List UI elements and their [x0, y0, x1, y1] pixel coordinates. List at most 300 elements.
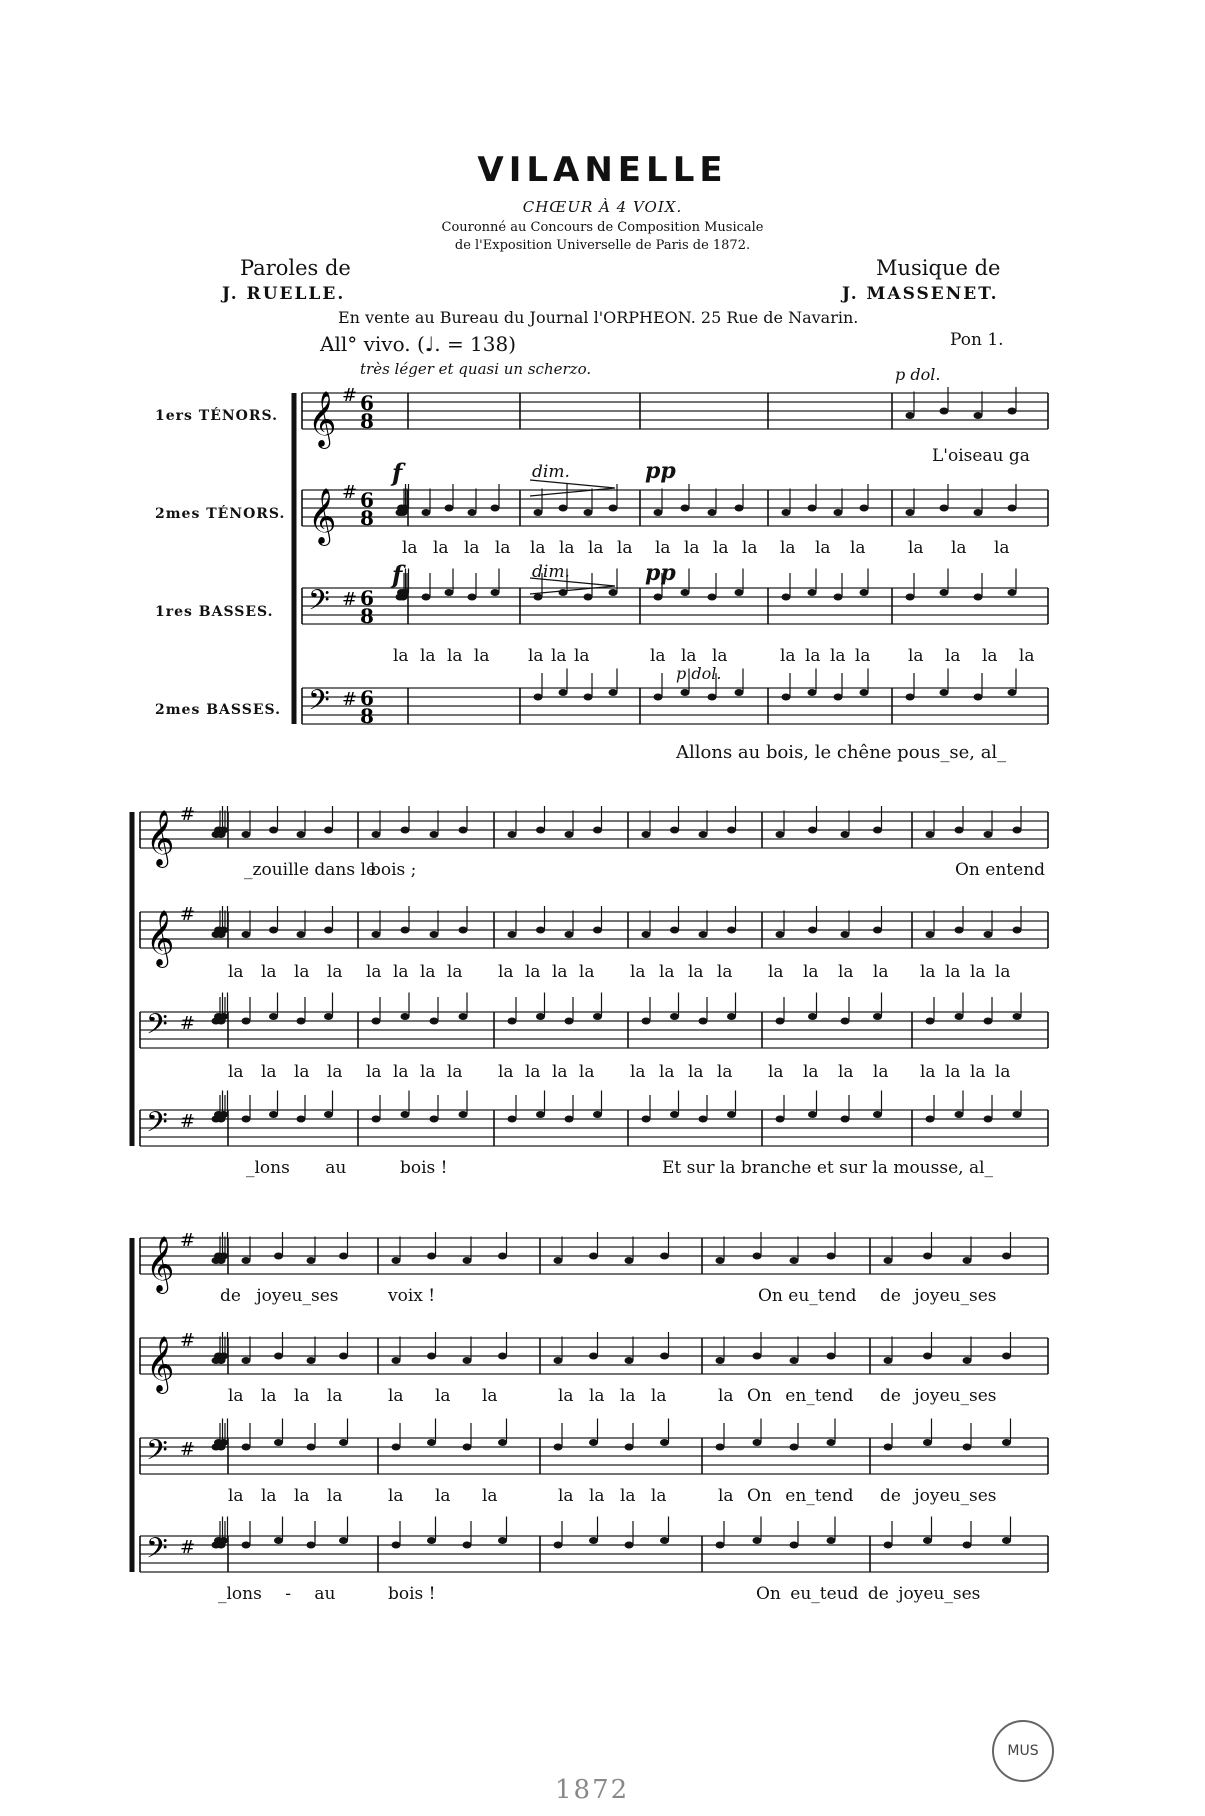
note-head: [536, 1013, 545, 1020]
note-head: [955, 927, 964, 934]
note-head: [445, 505, 454, 512]
note-head: [427, 1353, 436, 1360]
treble-clef-icon: 𝄞: [146, 910, 175, 966]
lyric-bass1: la la la la: [920, 1062, 1011, 1082]
treble-clef-icon: 𝄞: [308, 488, 337, 544]
sharp-key-signature-icon: #: [180, 1013, 196, 1034]
treble-clef-icon: 𝄞: [146, 810, 175, 866]
note-head: [324, 1111, 333, 1118]
tempo-marking: All° vivo. (♩. = 138): [320, 332, 517, 356]
dynamic-dim: dim.: [532, 562, 570, 582]
note-head: [808, 1111, 817, 1118]
diminuendo-hairpin: [530, 578, 615, 594]
note-head: [219, 1253, 228, 1260]
note-head: [884, 1257, 893, 1264]
lyric-tenor1: _zouille dans le: [244, 860, 377, 880]
note-head: [392, 1444, 401, 1451]
note-head: [307, 1257, 316, 1264]
note-head: [808, 505, 817, 512]
lyric-tenor2: la la la la: [366, 962, 463, 982]
note-head: [307, 1542, 316, 1549]
time-signature-numerator: 6: [360, 488, 374, 512]
year-stamp: 1872: [555, 1775, 630, 1805]
note-head: [884, 1542, 893, 1549]
note-head: [422, 509, 431, 516]
treble-clef-icon: 𝄞: [146, 1336, 175, 1392]
lyric-tenor2: la la la la: [768, 962, 889, 982]
note-head: [660, 1537, 669, 1544]
note-head: [430, 931, 439, 938]
note-head: [955, 1111, 964, 1118]
note-head: [681, 689, 690, 696]
sharp-key-signature-icon: #: [342, 589, 358, 610]
note-head: [307, 1357, 316, 1364]
note-head: [372, 831, 381, 838]
note-head: [593, 827, 602, 834]
note-head: [609, 589, 618, 596]
note-head: [860, 505, 869, 512]
note-head: [642, 931, 651, 938]
note-head: [834, 594, 843, 601]
note-head: [584, 594, 593, 601]
note-head: [242, 931, 251, 938]
note-head: [841, 1116, 850, 1123]
treble-clef-icon: 𝄞: [146, 1236, 175, 1292]
publisher-line: En vente au Bureau du Journal l'ORPHEON. 25 Rue de Navarin.: [338, 308, 859, 327]
sharp-key-signature-icon: #: [180, 1111, 196, 1132]
note-head: [776, 931, 785, 938]
library-stamp: MUS: [992, 1720, 1054, 1782]
note-head: [716, 1444, 725, 1451]
note-head: [242, 1018, 251, 1025]
note-head: [339, 1353, 348, 1360]
note-head: [940, 408, 949, 415]
note-head: [584, 694, 593, 701]
bass-clef-icon: 𝄢: [308, 584, 330, 624]
note-head: [274, 1253, 283, 1260]
note-head: [593, 1111, 602, 1118]
note-head: [642, 1116, 651, 1123]
note-head: [984, 831, 993, 838]
lyric-tenor1: de joyeu_ses: [880, 1286, 997, 1306]
note-head: [463, 1444, 472, 1451]
note-head: [841, 931, 850, 938]
lyric-bass2: Allons au bois, le chêne pous_se, al_: [676, 742, 1007, 763]
lyric-tenor2: la la la la: [558, 1386, 667, 1406]
note-head: [735, 505, 744, 512]
note-head: [727, 927, 736, 934]
lyric-bass1: la la la la: [630, 1062, 733, 1082]
lyric-tenor2: la la la: [780, 538, 866, 558]
lyricist-label: Paroles de: [240, 256, 351, 280]
bass-clef-icon: 𝄢: [146, 1106, 168, 1146]
note-head: [1013, 1013, 1022, 1020]
note-head: [219, 1013, 228, 1020]
note-head: [554, 1444, 563, 1451]
note-head: [445, 589, 454, 596]
lyric-tenor1: L'oiseau ga: [932, 446, 1030, 466]
lyric-bass1: la la la la: [768, 1062, 889, 1082]
lyric-tenor1: voix !: [388, 1286, 436, 1306]
note-head: [401, 927, 410, 934]
note-head: [782, 694, 791, 701]
note-head: [401, 827, 410, 834]
note-head: [372, 1116, 381, 1123]
note-head: [242, 1116, 251, 1123]
lyric-tenor2: de joyeu_ses: [880, 1386, 997, 1406]
note-head: [498, 1439, 507, 1446]
note-head: [297, 931, 306, 938]
note-head: [827, 1537, 836, 1544]
voice-label-tenor1: 1ers TÉNORS.: [155, 408, 278, 424]
note-head: [536, 827, 545, 834]
note-head: [753, 1439, 762, 1446]
bass-clef-icon: 𝄢: [146, 1008, 168, 1048]
note-head: [670, 927, 679, 934]
note-head: [508, 931, 517, 938]
note-head: [1008, 505, 1017, 512]
note-head: [873, 1013, 882, 1020]
note-head: [559, 505, 568, 512]
note-head: [508, 831, 517, 838]
note-head: [400, 505, 409, 512]
lyric-bass2: Et sur la branche et sur la mousse, al_: [662, 1158, 994, 1178]
time-signature-denominator: 8: [360, 506, 374, 530]
note-head: [536, 1111, 545, 1118]
lyric-bass1: la la la la: [228, 1062, 343, 1082]
lyric-tenor1: bois ;: [370, 860, 417, 880]
note-head: [269, 1111, 278, 1118]
note-head: [716, 1542, 725, 1549]
note-head: [339, 1537, 348, 1544]
lyric-tenor1: de joyeu_ses: [220, 1286, 339, 1306]
note-head: [589, 1253, 598, 1260]
note-head: [625, 1542, 634, 1549]
note-head: [906, 594, 915, 601]
note-head: [906, 412, 915, 419]
note-head: [401, 1013, 410, 1020]
note-head: [670, 1111, 679, 1118]
voice-label-bass2: 2mes BASSES.: [155, 702, 281, 718]
note-head: [242, 1257, 251, 1264]
note-head: [269, 927, 278, 934]
note-head: [400, 589, 409, 596]
note-head: [219, 1439, 228, 1446]
lyric-tenor2: la la la la: [228, 1386, 343, 1406]
note-head: [269, 1013, 278, 1020]
note-head: [339, 1439, 348, 1446]
note-head: [565, 1018, 574, 1025]
lyric-tenor2: la la la la: [630, 962, 733, 982]
expression-marking: très léger et quasi un scherzo.: [360, 360, 592, 378]
note-head: [708, 694, 717, 701]
time-signature-numerator: 6: [360, 686, 374, 710]
note-head: [727, 1111, 736, 1118]
note-head: [324, 1013, 333, 1020]
note-head: [589, 1537, 598, 1544]
lyric-bass1: la la la: [528, 646, 590, 666]
note-head: [727, 827, 736, 834]
note-head: [873, 1111, 882, 1118]
note-head: [427, 1439, 436, 1446]
note-head: [625, 1444, 634, 1451]
note-head: [554, 1542, 563, 1549]
note-head: [1008, 589, 1017, 596]
note-head: [708, 509, 717, 516]
note-head: [963, 1357, 972, 1364]
note-head: [491, 589, 500, 596]
time-signature-denominator: 8: [360, 704, 374, 728]
sharp-key-signature-icon: #: [180, 1230, 196, 1251]
lyric-bass1: la la la la: [228, 1486, 343, 1506]
note-head: [242, 1444, 251, 1451]
note-head: [1002, 1439, 1011, 1446]
lyric-bass1: la la la la: [908, 646, 1035, 666]
lyric-bass1: la la la la: [393, 646, 490, 666]
note-head: [827, 1353, 836, 1360]
note-head: [392, 1542, 401, 1549]
note-head: [565, 831, 574, 838]
lyric-bass2: _lons au: [246, 1158, 347, 1178]
sharp-key-signature-icon: #: [180, 1330, 196, 1351]
note-head: [699, 831, 708, 838]
sharp-key-signature-icon: #: [180, 904, 196, 925]
note-head: [834, 694, 843, 701]
note-head: [834, 509, 843, 516]
note-head: [554, 1257, 563, 1264]
note-head: [463, 1357, 472, 1364]
note-head: [955, 827, 964, 834]
bass-clef-icon: 𝄢: [146, 1434, 168, 1474]
note-head: [242, 831, 251, 838]
note-head: [808, 589, 817, 596]
note-head: [1002, 1253, 1011, 1260]
dynamic-p-dolce: p dol.: [895, 365, 941, 384]
dynamic-dim: dim.: [532, 462, 570, 482]
time-signature-denominator: 8: [360, 409, 374, 433]
note-head: [459, 1013, 468, 1020]
note-head: [827, 1253, 836, 1260]
note-head: [808, 827, 817, 834]
note-head: [873, 827, 882, 834]
note-head: [430, 1116, 439, 1123]
note-head: [716, 1357, 725, 1364]
note-head: [984, 1018, 993, 1025]
note-head: [940, 689, 949, 696]
lyric-tenor2: la la la la: [530, 538, 633, 558]
note-head: [681, 589, 690, 596]
sharp-key-signature-icon: #: [180, 804, 196, 825]
note-head: [219, 1111, 228, 1118]
note-head: [589, 1353, 598, 1360]
note-head: [841, 831, 850, 838]
note-head: [926, 931, 935, 938]
note-head: [808, 689, 817, 696]
note-head: [782, 594, 791, 601]
note-head: [274, 1439, 283, 1446]
note-head: [498, 1353, 507, 1360]
note-head: [790, 1257, 799, 1264]
note-head: [776, 1018, 785, 1025]
note-head: [297, 831, 306, 838]
lyric-bass1: la la la la: [780, 646, 871, 666]
note-head: [339, 1253, 348, 1260]
note-head: [274, 1537, 283, 1544]
piece-subtitle: CHŒUR À 4 VOIX.: [522, 198, 683, 216]
note-head: [923, 1439, 932, 1446]
note-head: [242, 1357, 251, 1364]
note-head: [401, 1111, 410, 1118]
note-head: [860, 689, 869, 696]
note-head: [974, 509, 983, 516]
lyric-tenor2: la la la la: [920, 962, 1011, 982]
note-head: [1008, 408, 1017, 415]
piece-title: VILANELLE: [477, 150, 728, 190]
page-number: Pon 1.: [950, 330, 1004, 350]
dynamic-p-dolce: p dol.: [676, 664, 722, 683]
note-head: [790, 1357, 799, 1364]
note-head: [1013, 1111, 1022, 1118]
lyric-tenor2: la la la la: [655, 538, 758, 558]
note-head: [776, 1116, 785, 1123]
time-signature-denominator: 8: [360, 604, 374, 628]
note-head: [625, 1257, 634, 1264]
note-head: [735, 689, 744, 696]
dynamic-pianissimo: pp: [645, 560, 676, 586]
note-head: [984, 1116, 993, 1123]
lyric-bass2: bois !: [388, 1584, 436, 1604]
note-head: [1002, 1353, 1011, 1360]
note-head: [392, 1257, 401, 1264]
bass-clef-icon: 𝄢: [146, 1532, 168, 1572]
lyric-tenor2: la la la la: [228, 962, 343, 982]
note-head: [463, 1542, 472, 1549]
lyric-tenor1: On eu_tend: [758, 1286, 857, 1306]
note-head: [926, 1018, 935, 1025]
note-head: [427, 1253, 436, 1260]
note-head: [735, 589, 744, 596]
note-head: [589, 1439, 598, 1446]
note-head: [324, 827, 333, 834]
note-head: [463, 1257, 472, 1264]
note-head: [468, 509, 477, 516]
note-head: [219, 927, 228, 934]
note-head: [274, 1353, 283, 1360]
note-head: [753, 1253, 762, 1260]
note-head: [609, 505, 618, 512]
note-head: [642, 831, 651, 838]
lyric-tenor2: la la la la: [498, 962, 595, 982]
note-head: [372, 1018, 381, 1025]
voice-label-tenor2: 2mes TÉNORS.: [155, 506, 286, 522]
note-head: [459, 927, 468, 934]
note-head: [324, 927, 333, 934]
note-head: [782, 509, 791, 516]
note-head: [642, 1018, 651, 1025]
dynamic-pianissimo: pp: [645, 458, 676, 484]
note-head: [708, 594, 717, 601]
lyric-bass2: _lons - au: [218, 1584, 336, 1604]
lyric-bass1: la la la: [388, 1486, 498, 1506]
note-head: [593, 1013, 602, 1020]
note-head: [670, 1013, 679, 1020]
award-line-2: de l'Exposition Universelle de Paris de 1872.: [454, 238, 751, 253]
note-head: [1002, 1537, 1011, 1544]
diminuendo-hairpin: [530, 480, 615, 496]
note-head: [926, 831, 935, 838]
note-head: [219, 1537, 228, 1544]
composer-label: Musique de: [876, 256, 1001, 280]
note-head: [884, 1357, 893, 1364]
note-head: [427, 1537, 436, 1544]
note-head: [727, 1013, 736, 1020]
note-head: [841, 1018, 850, 1025]
note-head: [660, 1253, 669, 1260]
sharp-key-signature-icon: #: [180, 1439, 196, 1460]
note-head: [974, 412, 983, 419]
award-line-1: Couronné au Concours de Composition Musicale: [441, 220, 764, 235]
note-head: [753, 1537, 762, 1544]
lyric-tenor2: la la la: [908, 538, 1010, 558]
note-head: [269, 827, 278, 834]
note-head: [565, 931, 574, 938]
lyric-bass1: la la la la: [366, 1062, 463, 1082]
note-head: [242, 1542, 251, 1549]
note-head: [534, 694, 543, 701]
sharp-key-signature-icon: #: [180, 1537, 196, 1558]
lyric-tenor2: la la la la: [402, 538, 511, 558]
note-head: [459, 827, 468, 834]
note-head: [508, 1116, 517, 1123]
note-head: [219, 827, 228, 834]
note-head: [1013, 927, 1022, 934]
note-head: [609, 689, 618, 696]
note-head: [468, 594, 477, 601]
note-head: [974, 594, 983, 601]
lyric-bass1: la la la la: [558, 1486, 667, 1506]
note-head: [559, 689, 568, 696]
sharp-key-signature-icon: #: [342, 385, 358, 406]
note-head: [753, 1353, 762, 1360]
note-head: [372, 931, 381, 938]
note-head: [699, 1018, 708, 1025]
note-head: [584, 509, 593, 516]
note-head: [593, 927, 602, 934]
note-head: [923, 1353, 932, 1360]
note-head: [963, 1444, 972, 1451]
note-head: [654, 694, 663, 701]
note-head: [670, 827, 679, 834]
note-head: [940, 589, 949, 596]
note-head: [790, 1444, 799, 1451]
note-head: [392, 1357, 401, 1364]
note-head: [498, 1253, 507, 1260]
voice-label-bass1: 1res BASSES.: [155, 604, 274, 620]
lyric-bass1: la la la: [650, 646, 728, 666]
note-head: [716, 1257, 725, 1264]
note-head: [430, 831, 439, 838]
bass-clef-icon: 𝄢: [308, 684, 330, 724]
note-head: [219, 1353, 228, 1360]
note-head: [625, 1357, 634, 1364]
dynamic-forte: f: [392, 458, 403, 487]
note-head: [906, 694, 915, 701]
note-head: [808, 1013, 817, 1020]
lyric-bass1: de joyeu_ses: [880, 1486, 997, 1506]
note-head: [565, 1116, 574, 1123]
note-head: [873, 927, 882, 934]
note-head: [660, 1353, 669, 1360]
